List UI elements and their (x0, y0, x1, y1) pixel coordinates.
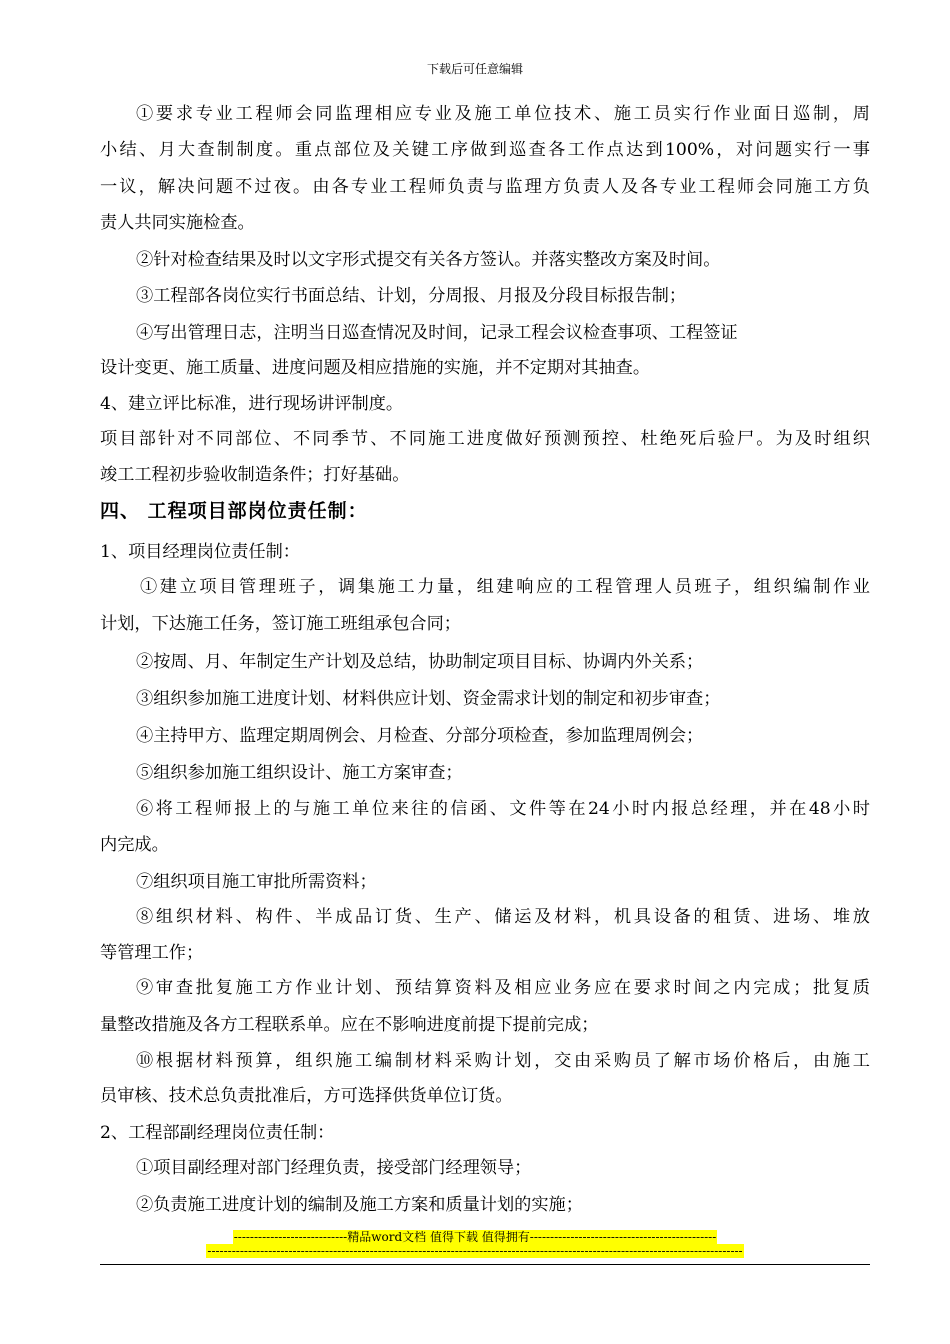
paragraph-line: 员审核、技术总负责批准后，方可选择供货单位订货。 (100, 1086, 513, 1106)
paragraph-line: ①要求专业工程师会同监理相应专业及施工单位技术、施工员实行作业面日巡制，周 (136, 104, 870, 124)
footer-rule (100, 1264, 870, 1265)
paragraph-line: ⑥将工程师报上的与施工单位来往的信函、文件等在24小时内报总经理，并在48小时 (136, 799, 870, 819)
paragraph-line: ②负责施工进度计划的编制及施工方案和质量计划的实施； (136, 1195, 583, 1215)
paragraph-line: 4、建立评比标准，进行现场讲评制度。 (100, 394, 404, 414)
subsection-heading: 1、项目经理岗位责任制： (100, 542, 300, 562)
footer-dash-line: ------------------------------------------------------------------------------------------------------------------------------------ (207, 1244, 743, 1258)
subsection-heading: 2、工程部副经理岗位责任制： (100, 1123, 335, 1143)
paragraph-line: 项目部针对不同部位、不同季节、不同施工进度做好预测预控、杜绝死后验尸。为及时组织 (100, 429, 870, 449)
paragraph-line: ④写出管理日志，注明当日巡查情况及时间，记录工程会议检查事项、工程签证 (136, 323, 738, 343)
paragraph-line: ⑩根据材料预算，组织施工编制材料采购计划，交由采购员了解市场价格后，由施工 (136, 1051, 870, 1071)
paragraph-line: 一议，解决问题不过夜。由各专业工程师负责与监理方负责人及各专业工程师会同施工方负 (100, 177, 870, 197)
paragraph-line: 小结、月大查制制度。重点部位及关键工序做到巡查各工作点达到100%，对问题实行一事 (100, 140, 870, 160)
paragraph-line: ③组织参加施工进度计划、材料供应计划、资金需求计划的制定和初步审查； (136, 689, 721, 709)
paragraph-line: 设计变更、施工质量、进度问题及相应措施的实施，并不定期对其抽查。 (100, 358, 651, 378)
paragraph-line: ⑨审查批复施工方作业计划、预结算资料及相应业务应在要求时间之内完成；批复质 (136, 978, 870, 998)
page-header-note: 下载后可任意编辑 (426, 62, 523, 76)
paragraph-line: ⑧组织材料、构件、半成品订货、生产、储运及材料，机具设备的租赁、进场、堆放 (136, 907, 870, 927)
paragraph-line: 等管理工作； (100, 943, 204, 963)
paragraph-line: 内完成。 (100, 835, 169, 855)
paragraph-line: 责人共同实施检查。 (100, 213, 255, 233)
footer-banner-line: ----------------------------精品word文档 值得下载 值得拥有---------------------------------------------- (233, 1230, 717, 1244)
paragraph-line: ①建立项目管理班子，调集施工力量，组建响应的工程管理人员班子，组织编制作业 (140, 577, 870, 597)
paragraph-line: ⑤组织参加施工组织设计、施工方案审查； (136, 763, 463, 783)
paragraph-line: 计划，下达施工任务，签订施工班组承包合同； (100, 614, 461, 634)
paragraph-line: ③工程部各岗位实行书面总结、计划，分周报、月报及分段目标报告制； (136, 286, 687, 306)
paragraph-line: ②按周、月、年制定生产计划及总结，协助制定项目目标、协调内外关系； (136, 652, 704, 672)
paragraph-line: ⑦组织项目施工审批所需资料； (136, 872, 377, 892)
paragraph-line: 量整改措施及各方工程联系单。应在不影响进度前提下提前完成； (100, 1015, 599, 1035)
paragraph-line: 竣工工程初步验收制造条件；打好基础。 (100, 465, 410, 485)
paragraph-line: ②针对检查结果及时以文字形式提交有关各方签认。并落实整改方案及时间。 (136, 250, 721, 270)
paragraph-line: ①项目副经理对部门经理负责，接受部门经理领导； (136, 1158, 532, 1178)
section-heading: 四、 工程项目部岗位责任制： (100, 500, 368, 522)
paragraph-line: ④主持甲方、监理定期周例会、月检查、分部分项检查，参加监理周例会； (136, 726, 704, 746)
